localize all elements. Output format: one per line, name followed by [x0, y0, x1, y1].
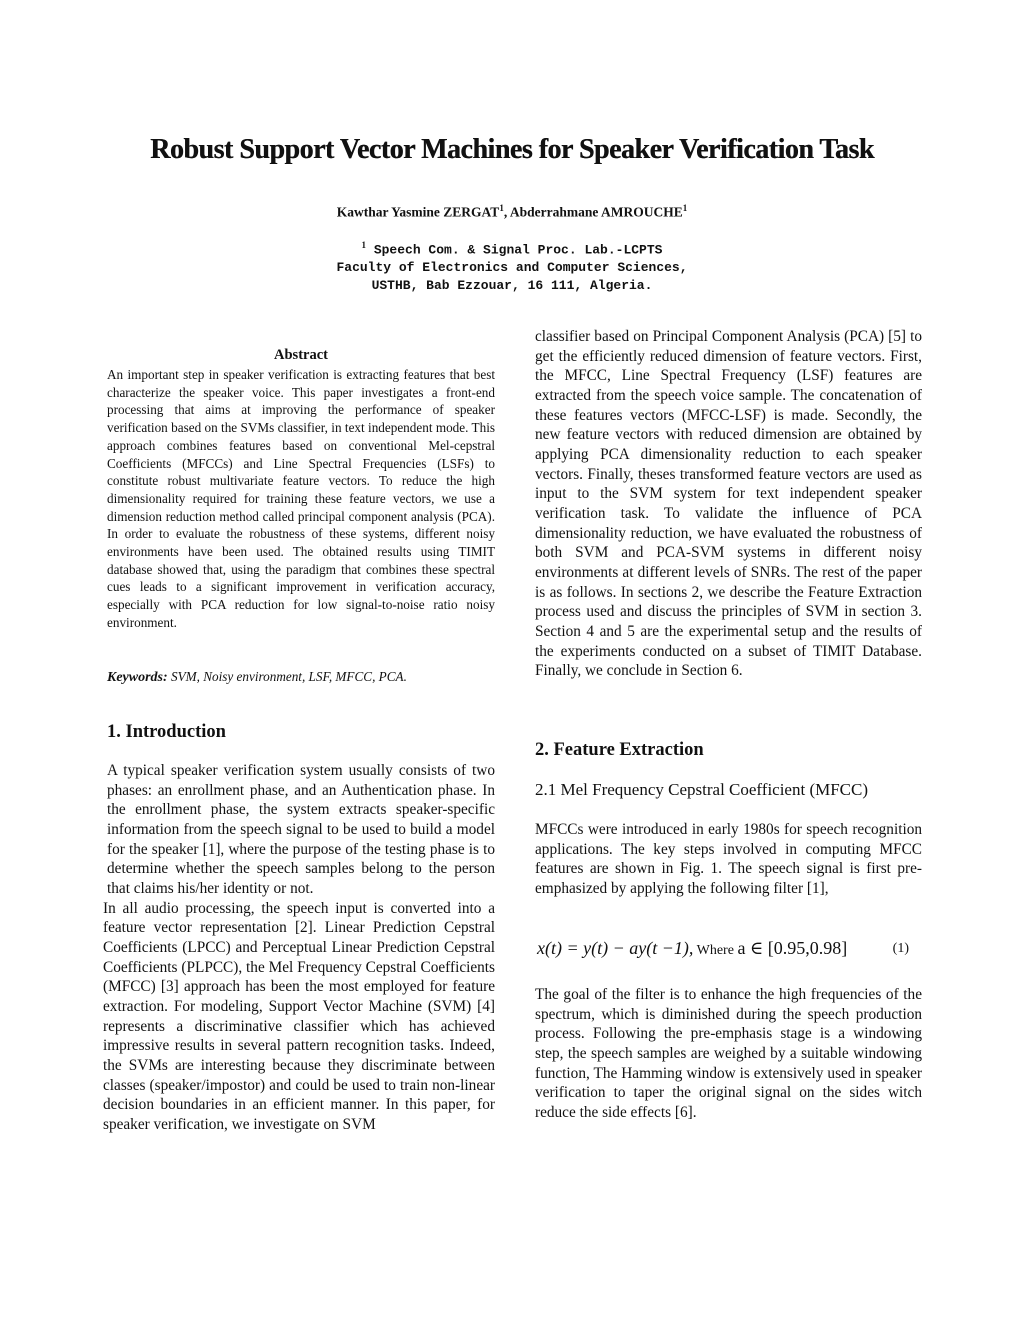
introduction-heading: 1. Introduction — [107, 722, 226, 742]
abstract-text: An important step in speaker verification is extracting features that best characterize the speaker voice. This paper investigates a front-end processing that aims at improving the performance of speaker verification based on the SVMs classifier, in text independent mode. This approach combines features based on conventional Mel-cepstral Coefficients (MFCCs) and Line Spectral Frequencies (LSFs) to constitute robust multivariate feature vectors. To reduce the high dimensionality required for training these feature vectors, we use a dimension reduction method called principal component analysis (PCA). In order to evaluate the robustness of these systems, different noisy environments have been used. The obtained results using TIMIT database showed that, using the paradigm that combines these spectral cues leads to a significant improvement in verification accuracy, especially with PCA reduction for low signal-to-noise ratio noisy environment. — [107, 367, 495, 630]
author-name: Kawthar Yasmine ZERGAT — [336, 204, 500, 220]
equation-number: (1) — [892, 941, 909, 956]
equation-1 — [537, 938, 909, 959]
author-affiliation-mark: 1 — [499, 203, 504, 213]
keywords-text: SVM, Noisy environment, LSF, MFCC, PCA. — [167, 669, 407, 684]
pre-emphasis-text — [535, 985, 922, 1123]
feature-extraction-heading: 2. Feature Extraction — [535, 740, 704, 760]
equation-expression: x(t) = y(t) − ay(t −1), — [537, 938, 694, 958]
affiliation-mark: 1 — [361, 240, 367, 250]
mfcc-subheading: 2.1 Mel Frequency Cepstral Coefficient (MFCC) — [535, 780, 869, 799]
affiliation-line-3: USTHB, Bab Ezzouar, 16 111, Algeria. — [371, 278, 653, 294]
author-affiliation-mark: 1 — [682, 203, 688, 213]
introduction-body — [103, 761, 495, 1134]
mfcc-intro-text — [535, 820, 922, 899]
affiliation-line-2: Faculty of Electronics and Computer Sciences, — [336, 260, 688, 276]
introduction-paragraph: In all audio processing, the speech input is converted into a feature vector representation [2]. Linear Prediction Cepstral Coefficients (LPCC) and Perceptual Linear Prediction Cepstral Coefficients (PLPCC), the Mel Frequency Cepstral Coefficients (MFCC) [3] approach has been the most employed for feature extraction. For modeling, Support Vector Machine (SVM) [4] represents a discriminative classifier which has achieved impressive results in several pattern recognition tasks. Indeed, the SVMs are interesting because they discriminate between classes (speaker/impostor) and could be used to train non-linear decision boundaries in an efficient manner. In this paper, for speaker verification, we investigate on SVM — [103, 899, 495, 1133]
abstract-heading: Abstract — [274, 347, 328, 363]
affiliation-block — [60, 236, 964, 295]
equation-where: Where — [693, 943, 738, 958]
abstract-section — [107, 347, 495, 632]
continuation-paragraph: classifier based on Principal Component Analysis (PCA) [5] to get the efficiently reduced dimension of feature vectors. First, the MFCC, Line Spectral Frequency (LSF) features are extracted from the speech voice sample. The concatenation of these features vectors (MFCC-LSF) is made. Secondly, the new feature vectors with reduced dimension are obtained by applying PCA dimensionality reduction to each speaker vectors. Finally, theses transformed feature vectors are used as input to the SVM system for text independent speaker verification task. To validate the influence of PCA dimensionality reduction, we have evaluated the robustness of both SVM and PCA-SVM systems in different noisy environments at different levels of SNRs. The rest of the paper is as follows. In sections 2, we describe the Feature Extraction process used and discuss the principles of SVM in section 3. Section 4 and 5 are the experimental setup and the results of the experiments conducted on a subset of TIMIT Database. Finally, we conclude in Section 6. — [535, 328, 922, 680]
keywords — [107, 669, 495, 686]
keywords-label: Keywords: — [107, 670, 168, 685]
right-column-continuation — [535, 327, 922, 681]
affiliation-line-1: $^1$ Speech Com. & Signal Proc. Lab.-LCPTS — [361, 240, 663, 258]
equation-condition: a ∈ [0.95,0.98] — [737, 938, 848, 958]
author-list — [60, 203, 964, 221]
author-name: Abderrahmane AMROUCHE — [509, 204, 683, 220]
mfcc-paragraph: MFCCs were introduced in early 1980s for speech recognition applications. The key steps involved in computing MFCC features are shown in Fig. 1. The speech signal is first pre-emphasized by applying the following filter [1], — [535, 821, 922, 897]
paper-title: Robust Support Vector Machines for Speaker Verification Task — [150, 134, 874, 165]
introduction-paragraph: A typical speaker verification system usually consists of two phases: an enrollment phase, and an Authentication phase. In the enrollment phase, the system extracts speaker-specific information from the speech signal to be used to build a model for the speaker [1], where the purpose of the testing phase is to determine whether the speech samples belong to the person that claims his/her identity or not. — [107, 762, 495, 897]
author-separator: , — [503, 204, 510, 220]
mfcc-paragraph: The goal of the filter is to enhance the high frequencies of the spectrum, which is diminished during the speech production process. Following the pre-emphasis stage is a windowing step, the speech samples are weighed by a suitable windowing function, The Hamming window is extensively used in speaker verification to taper the original signal on the sides witch reduce the side effects [6]. — [535, 986, 922, 1121]
